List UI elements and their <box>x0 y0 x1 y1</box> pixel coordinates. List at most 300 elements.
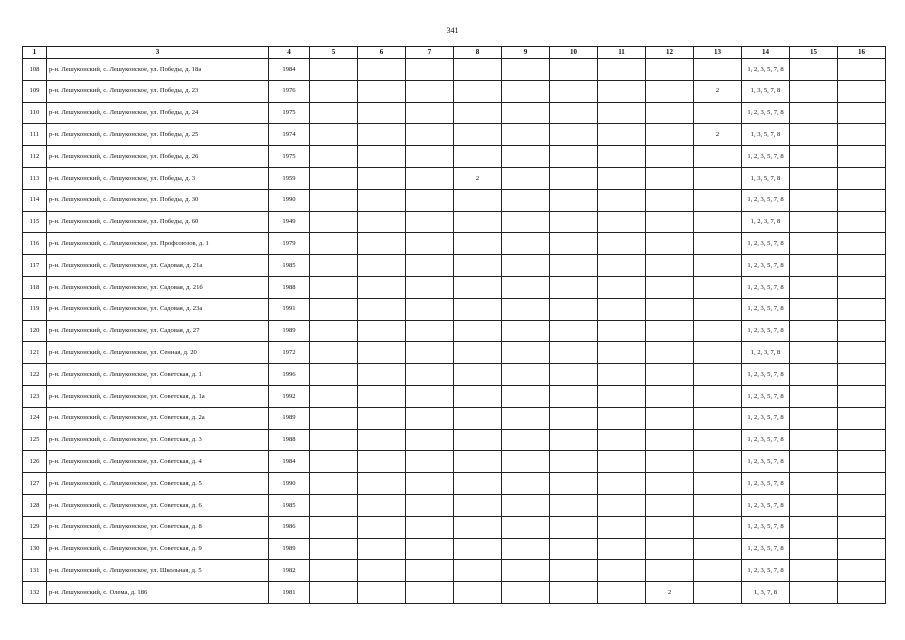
col16-cell <box>838 59 886 81</box>
row-number-cell: 131 <box>23 560 47 582</box>
column-header: 9 <box>502 47 550 59</box>
col6-cell <box>358 473 406 495</box>
col6-cell <box>358 167 406 189</box>
table-row <box>23 167 886 189</box>
table-row <box>23 494 886 516</box>
col5-cell <box>310 233 358 255</box>
row-number-cell: 110 <box>23 102 47 124</box>
year-cell: 1984 <box>269 59 310 81</box>
col10-cell <box>550 582 598 604</box>
col10-cell <box>550 320 598 342</box>
address-cell: р-н. Лешуконский, с. Лешуконское, ул. Победы, д. 23 <box>47 80 269 102</box>
col12-cell <box>646 167 694 189</box>
col5-cell <box>310 320 358 342</box>
col10-cell <box>550 298 598 320</box>
col15-cell <box>790 146 838 168</box>
col15-cell <box>790 429 838 451</box>
col16-cell <box>838 189 886 211</box>
col8-cell <box>454 451 502 473</box>
year-cell: 1990 <box>269 473 310 495</box>
col7-cell <box>406 320 454 342</box>
year-cell: 1949 <box>269 211 310 233</box>
col7-cell <box>406 124 454 146</box>
col10-cell <box>550 494 598 516</box>
year-cell: 1990 <box>269 189 310 211</box>
year-cell: 1989 <box>269 538 310 560</box>
col10-cell <box>550 233 598 255</box>
col8-cell <box>454 59 502 81</box>
address-cell: р-н. Лешуконский, с. Лешуконское, ул. Советская, д. 1 <box>47 364 269 386</box>
col9-cell <box>502 298 550 320</box>
col10-cell <box>550 211 598 233</box>
col15-cell <box>790 494 838 516</box>
col13-cell <box>694 342 742 364</box>
col5-cell <box>310 276 358 298</box>
col12-cell <box>646 298 694 320</box>
col12-cell <box>646 320 694 342</box>
col14-cell: 1, 3, 5, 7, 8 <box>742 124 790 146</box>
row-number-cell: 120 <box>23 320 47 342</box>
column-header: 1 <box>23 47 47 59</box>
row-number-cell: 118 <box>23 276 47 298</box>
col14-cell: 1, 2, 3, 5, 7, 8 <box>742 494 790 516</box>
col9-cell <box>502 364 550 386</box>
col15-cell <box>790 233 838 255</box>
col10-cell <box>550 560 598 582</box>
col16-cell <box>838 364 886 386</box>
col14-cell: 1, 2, 3, 5, 7, 8 <box>742 189 790 211</box>
col10-cell <box>550 80 598 102</box>
year-cell: 1982 <box>269 560 310 582</box>
col5-cell <box>310 124 358 146</box>
col8-cell <box>454 494 502 516</box>
year-cell: 1979 <box>269 233 310 255</box>
year-cell: 1992 <box>269 385 310 407</box>
col12-cell <box>646 146 694 168</box>
col11-cell <box>598 298 646 320</box>
col7-cell <box>406 276 454 298</box>
col7-cell <box>406 59 454 81</box>
col14-cell: 1, 2, 3, 5, 7, 8 <box>742 146 790 168</box>
col12-cell <box>646 233 694 255</box>
col11-cell <box>598 233 646 255</box>
col14-cell: 1, 2, 3, 5, 7, 8 <box>742 255 790 277</box>
col16-cell <box>838 255 886 277</box>
col6-cell <box>358 407 406 429</box>
row-number-cell: 114 <box>23 189 47 211</box>
col9-cell <box>502 255 550 277</box>
col12-cell <box>646 494 694 516</box>
col5-cell <box>310 560 358 582</box>
column-header: 4 <box>269 47 310 59</box>
address-cell: р-н. Лешуконский, с. Лешуконское, ул. Советская, д. 1а <box>47 385 269 407</box>
table-row <box>23 80 886 102</box>
col12-cell <box>646 385 694 407</box>
table-row <box>23 582 886 604</box>
col15-cell <box>790 407 838 429</box>
col5-cell <box>310 407 358 429</box>
col9-cell <box>502 516 550 538</box>
col8-cell <box>454 516 502 538</box>
col13-cell <box>694 473 742 495</box>
col6-cell <box>358 276 406 298</box>
col12-cell: 2 <box>646 582 694 604</box>
col8-cell <box>454 320 502 342</box>
col12-cell <box>646 59 694 81</box>
col8-cell <box>454 255 502 277</box>
col5-cell <box>310 167 358 189</box>
col11-cell <box>598 189 646 211</box>
column-header: 15 <box>790 47 838 59</box>
col5-cell <box>310 342 358 364</box>
col13-cell <box>694 189 742 211</box>
col14-cell: 1, 2, 3, 5, 7, 8 <box>742 407 790 429</box>
col6-cell <box>358 189 406 211</box>
col9-cell <box>502 211 550 233</box>
row-number-cell: 130 <box>23 538 47 560</box>
col6-cell <box>358 320 406 342</box>
col13-cell <box>694 494 742 516</box>
col13-cell <box>694 429 742 451</box>
col12-cell <box>646 276 694 298</box>
row-number-cell: 111 <box>23 124 47 146</box>
col11-cell <box>598 342 646 364</box>
col5-cell <box>310 451 358 473</box>
col16-cell <box>838 429 886 451</box>
col11-cell <box>598 59 646 81</box>
col10-cell <box>550 473 598 495</box>
col12-cell <box>646 102 694 124</box>
column-header: 8 <box>454 47 502 59</box>
col14-cell: 1, 2, 3, 5, 7, 8 <box>742 385 790 407</box>
row-number-cell: 128 <box>23 494 47 516</box>
col9-cell <box>502 342 550 364</box>
col16-cell <box>838 146 886 168</box>
col14-cell: 1, 3, 5, 7, 8 <box>742 167 790 189</box>
col7-cell <box>406 189 454 211</box>
col14-cell: 1, 2, 3, 5, 7, 8 <box>742 320 790 342</box>
table-row <box>23 255 886 277</box>
row-number-cell: 129 <box>23 516 47 538</box>
year-cell: 1988 <box>269 276 310 298</box>
col6-cell <box>358 364 406 386</box>
col11-cell <box>598 516 646 538</box>
col14-cell: 1, 2, 3, 5, 7, 8 <box>742 102 790 124</box>
address-cell: р-н. Лешуконский, с. Лешуконское, ул. Сенная, д. 20 <box>47 342 269 364</box>
col13-cell <box>694 59 742 81</box>
col16-cell <box>838 124 886 146</box>
col14-cell: 1, 3, 5, 7, 8 <box>742 80 790 102</box>
col16-cell <box>838 560 886 582</box>
row-number-cell: 108 <box>23 59 47 81</box>
col14-cell: 1, 2, 3, 7, 8 <box>742 211 790 233</box>
col14-cell: 1, 2, 3, 5, 7, 8 <box>742 538 790 560</box>
column-header: 14 <box>742 47 790 59</box>
col7-cell <box>406 233 454 255</box>
address-cell: р-н. Лешуконский, с. Лешуконское, ул. Победы, д. 24 <box>47 102 269 124</box>
col5-cell <box>310 364 358 386</box>
col8-cell <box>454 407 502 429</box>
col7-cell <box>406 582 454 604</box>
table-row <box>23 233 886 255</box>
col13-cell <box>694 560 742 582</box>
column-header: 11 <box>598 47 646 59</box>
col15-cell <box>790 560 838 582</box>
col10-cell <box>550 146 598 168</box>
col7-cell <box>406 80 454 102</box>
col7-cell <box>406 516 454 538</box>
col14-cell: 1, 2, 3, 5, 7, 8 <box>742 451 790 473</box>
col13-cell <box>694 538 742 560</box>
col12-cell <box>646 124 694 146</box>
col6-cell <box>358 560 406 582</box>
table-row <box>23 473 886 495</box>
col8-cell <box>454 429 502 451</box>
col16-cell <box>838 494 886 516</box>
col5-cell <box>310 473 358 495</box>
col8-cell: 2 <box>454 167 502 189</box>
col9-cell <box>502 167 550 189</box>
address-cell: р-н. Лешуконский, с. Лешуконское, ул. Профсоюзов, д. 1 <box>47 233 269 255</box>
col7-cell <box>406 342 454 364</box>
col13-cell <box>694 320 742 342</box>
table-row <box>23 538 886 560</box>
col15-cell <box>790 102 838 124</box>
col6-cell <box>358 582 406 604</box>
table-row <box>23 211 886 233</box>
col6-cell <box>358 451 406 473</box>
col13-cell <box>694 146 742 168</box>
col10-cell <box>550 255 598 277</box>
col15-cell <box>790 298 838 320</box>
row-number-cell: 122 <box>23 364 47 386</box>
col9-cell <box>502 320 550 342</box>
col9-cell <box>502 560 550 582</box>
col8-cell <box>454 211 502 233</box>
col6-cell <box>358 146 406 168</box>
col16-cell <box>838 102 886 124</box>
col13-cell <box>694 276 742 298</box>
col12-cell <box>646 255 694 277</box>
col8-cell <box>454 80 502 102</box>
col15-cell <box>790 255 838 277</box>
address-cell: р-н. Лешуконский, с. Лешуконское, ул. Школьная, д. 5 <box>47 560 269 582</box>
column-header: 12 <box>646 47 694 59</box>
table-row <box>23 385 886 407</box>
table-row <box>23 124 886 146</box>
col9-cell <box>502 582 550 604</box>
row-number-cell: 112 <box>23 146 47 168</box>
col9-cell <box>502 233 550 255</box>
col16-cell <box>838 407 886 429</box>
col9-cell <box>502 494 550 516</box>
col11-cell <box>598 124 646 146</box>
header-row <box>23 47 886 59</box>
col5-cell <box>310 582 358 604</box>
col9-cell <box>502 124 550 146</box>
col9-cell <box>502 189 550 211</box>
col16-cell <box>838 451 886 473</box>
col12-cell <box>646 364 694 386</box>
col12-cell <box>646 451 694 473</box>
row-number-cell: 109 <box>23 80 47 102</box>
col11-cell <box>598 211 646 233</box>
housing-table <box>22 46 886 604</box>
year-cell: 1981 <box>269 582 310 604</box>
col11-cell <box>598 560 646 582</box>
col16-cell <box>838 298 886 320</box>
col7-cell <box>406 473 454 495</box>
year-cell: 1974 <box>269 124 310 146</box>
column-header: 7 <box>406 47 454 59</box>
col14-cell: 1, 2, 3, 5, 7, 8 <box>742 298 790 320</box>
col16-cell <box>838 342 886 364</box>
col13-cell <box>694 298 742 320</box>
col16-cell <box>838 233 886 255</box>
row-number-cell: 132 <box>23 582 47 604</box>
col15-cell <box>790 364 838 386</box>
address-cell: р-н. Лешуконский, с. Олема, д. 186 <box>47 582 269 604</box>
year-cell: 1989 <box>269 407 310 429</box>
col6-cell <box>358 385 406 407</box>
col14-cell: 1, 2, 3, 5, 7, 8 <box>742 364 790 386</box>
column-header: 5 <box>310 47 358 59</box>
row-number-cell: 127 <box>23 473 47 495</box>
col6-cell <box>358 494 406 516</box>
col9-cell <box>502 146 550 168</box>
address-cell: р-н. Лешуконский, с. Лешуконское, ул. Советская, д. 5 <box>47 473 269 495</box>
year-cell: 1985 <box>269 494 310 516</box>
col11-cell <box>598 582 646 604</box>
col13-cell: 2 <box>694 124 742 146</box>
col5-cell <box>310 538 358 560</box>
col8-cell <box>454 102 502 124</box>
table-row <box>23 102 886 124</box>
col15-cell <box>790 59 838 81</box>
col16-cell <box>838 167 886 189</box>
col12-cell <box>646 429 694 451</box>
col10-cell <box>550 59 598 81</box>
col9-cell <box>502 102 550 124</box>
col11-cell <box>598 385 646 407</box>
table-row <box>23 59 886 81</box>
col12-cell <box>646 516 694 538</box>
col13-cell <box>694 451 742 473</box>
col14-cell: 1, 2, 3, 5, 7, 8 <box>742 59 790 81</box>
year-cell: 1975 <box>269 102 310 124</box>
address-cell: р-н. Лешуконский, с. Лешуконское, ул. Советская, д. 9 <box>47 538 269 560</box>
col15-cell <box>790 80 838 102</box>
col15-cell <box>790 451 838 473</box>
col7-cell <box>406 538 454 560</box>
col14-cell: 1, 2, 3, 5, 7, 8 <box>742 560 790 582</box>
col8-cell <box>454 233 502 255</box>
col9-cell <box>502 385 550 407</box>
table-row <box>23 189 886 211</box>
col6-cell <box>358 102 406 124</box>
col7-cell <box>406 167 454 189</box>
col12-cell <box>646 211 694 233</box>
col10-cell <box>550 102 598 124</box>
col5-cell <box>310 494 358 516</box>
page-number: 341 <box>446 26 459 35</box>
col11-cell <box>598 429 646 451</box>
col13-cell <box>694 407 742 429</box>
col8-cell <box>454 364 502 386</box>
col7-cell <box>406 364 454 386</box>
address-cell: р-н. Лешуконский, с. Лешуконское, ул. Советская, д. 3 <box>47 429 269 451</box>
col6-cell <box>358 342 406 364</box>
col11-cell <box>598 102 646 124</box>
col5-cell <box>310 146 358 168</box>
address-cell: р-н. Лешуконский, с. Лешуконское, ул. Советская, д. 2а <box>47 407 269 429</box>
row-number-cell: 126 <box>23 451 47 473</box>
col8-cell <box>454 473 502 495</box>
col11-cell <box>598 276 646 298</box>
table-row <box>23 407 886 429</box>
col11-cell <box>598 538 646 560</box>
col5-cell <box>310 80 358 102</box>
col5-cell <box>310 211 358 233</box>
col10-cell <box>550 167 598 189</box>
col8-cell <box>454 582 502 604</box>
col7-cell <box>406 494 454 516</box>
address-cell: р-н. Лешуконский, с. Лешуконское, ул. Победы, д. 3 <box>47 167 269 189</box>
col5-cell <box>310 59 358 81</box>
year-cell: 1972 <box>269 342 310 364</box>
col6-cell <box>358 124 406 146</box>
address-cell: р-н. Лешуконский, с. Лешуконское, ул. Садовая, д. 21а <box>47 255 269 277</box>
column-header: 3 <box>47 47 269 59</box>
year-cell: 1976 <box>269 80 310 102</box>
col12-cell <box>646 538 694 560</box>
col9-cell <box>502 59 550 81</box>
row-number-cell: 123 <box>23 385 47 407</box>
table-row <box>23 298 886 320</box>
year-cell: 1996 <box>269 364 310 386</box>
row-number-cell: 121 <box>23 342 47 364</box>
col8-cell <box>454 385 502 407</box>
col11-cell <box>598 451 646 473</box>
col12-cell <box>646 407 694 429</box>
col11-cell <box>598 364 646 386</box>
col7-cell <box>406 429 454 451</box>
table-body <box>23 59 886 604</box>
col11-cell <box>598 407 646 429</box>
col14-cell: 1, 2, 3, 5, 7, 8 <box>742 473 790 495</box>
col6-cell <box>358 298 406 320</box>
col14-cell: 1, 2, 3, 7, 8 <box>742 342 790 364</box>
col13-cell <box>694 167 742 189</box>
col15-cell <box>790 124 838 146</box>
col5-cell <box>310 189 358 211</box>
col11-cell <box>598 255 646 277</box>
col6-cell <box>358 211 406 233</box>
address-cell: р-н. Лешуконский, с. Лешуконское, ул. Победы, д. 18а <box>47 59 269 81</box>
table-row <box>23 516 886 538</box>
col16-cell <box>838 320 886 342</box>
col14-cell: 1, 3, 7, 8 <box>742 582 790 604</box>
col7-cell <box>406 255 454 277</box>
col14-cell: 1, 2, 3, 5, 7, 8 <box>742 276 790 298</box>
col15-cell <box>790 473 838 495</box>
row-number-cell: 124 <box>23 407 47 429</box>
column-header: 10 <box>550 47 598 59</box>
col13-cell: 2 <box>694 80 742 102</box>
col16-cell <box>838 516 886 538</box>
address-cell: р-н. Лешуконский, с. Лешуконское, ул. Советская, д. 8 <box>47 516 269 538</box>
table-row <box>23 146 886 168</box>
